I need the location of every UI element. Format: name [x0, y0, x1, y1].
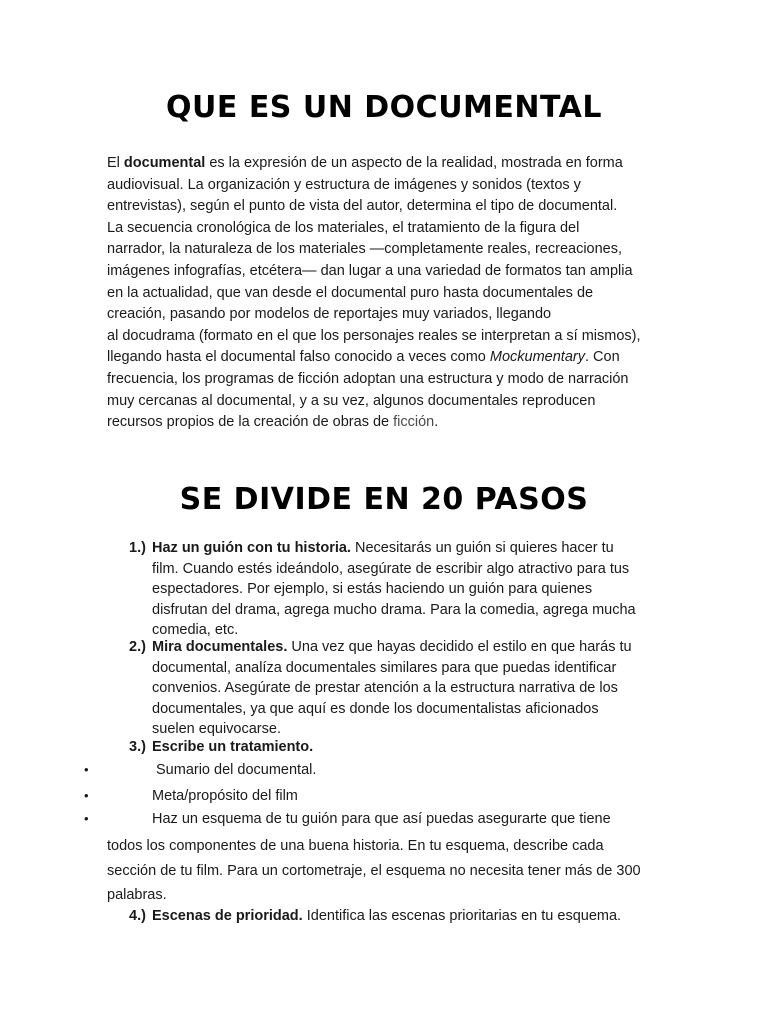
intro-line: imágenes infografías, etcétera— dan lugar a una variedad de formatos tan amplia — [107, 262, 633, 279]
bullet-icon: • — [84, 811, 89, 826]
step-text-line: documental, analíza documentales similares para que puedas identificar — [152, 659, 617, 676]
bullet-text-line: palabras. — [107, 887, 167, 903]
intro-line: frecuencia, los programas de ficción adoptan una estructura y modo de narración — [107, 370, 629, 387]
step-item — [129, 906, 621, 927]
intro-text: . — [434, 414, 439, 431]
ficcion-link[interactable]: ficción — [393, 414, 435, 431]
step-number: 2.) — [129, 639, 146, 655]
intro-line: La secuencia cronológica de los materiales, el tratamiento de la figura del — [107, 219, 580, 236]
step-heading: Haz un guión con tu historia. — [152, 540, 351, 556]
intro-bold-term: documental — [123, 155, 206, 171]
step-text-line: suelen equivocarse. — [152, 721, 281, 737]
intro-text: es la expresión de un aspecto de la realidad, mostrada en forma — [205, 155, 623, 171]
bullet-text-line: todos los componentes de una buena historia. En tu esquema, describe cada — [107, 838, 604, 854]
step-item — [129, 737, 313, 758]
intro-text: recursos propios de la creación de obras de — [107, 414, 394, 431]
step-text-line: convenios. Asegúrate de prestar atención a la estructura narrativa de los — [152, 680, 618, 696]
intro-line: al docudrama (formato en el que los personajes reales se interpretan a sí mismos), — [107, 327, 641, 344]
intro-line — [107, 153, 677, 175]
intro-line: entrevistas), según el punto de vista del autor, determina el tipo de documental. — [107, 198, 618, 215]
step-heading: Mira documentales. — [152, 639, 288, 655]
step-text-line: film. Cuando estés ideándolo, asegúrate de escribir algo atractivo para tus — [152, 560, 630, 577]
bullet-text: Sumario del documental. — [156, 762, 317, 778]
intro-text: El — [107, 155, 124, 171]
intro-line: muy cercanas al documental, y a su vez, algunos documentales reproducen — [107, 392, 596, 409]
intro-line: audiovisual. La organización y estructura de imágenes y sonidos (textos y — [107, 176, 581, 193]
intro-line: en la actualidad, que van desde el documental puro hasta documentales de — [107, 284, 594, 301]
intro-line — [107, 412, 677, 434]
bullet-text: Meta/propósito del film — [152, 788, 298, 804]
step-text-line: disfrutan del drama, agrega mucho drama. Para la comedia, agrega mucha — [152, 601, 636, 618]
step-text-line: espectadores. Por ejemplo, si estás haciendo un guión para quienes — [152, 581, 593, 597]
intro-italic-term: Mockumentary — [489, 349, 585, 366]
bullet-text-line: sección de tu film. Para un cortometraje, el esquema no necesita tener más de 300 — [107, 862, 641, 879]
bullet-text: Haz un esquema de tu guión para que así puedas asegurarte que tiene — [152, 811, 611, 827]
intro-text: llegando hasta el documental falso conocido a veces como — [107, 349, 490, 366]
bullet-item — [84, 760, 316, 780]
intro-line: narrador, la naturaleza de los materiales —completamente reales, recreaciones, — [107, 241, 623, 258]
step-item — [129, 637, 632, 740]
step-text: Una vez que hayas decidido el estilo en que harás tu — [287, 639, 632, 655]
step-text: Necesitarás un guión si quieres hacer tu — [350, 540, 614, 556]
step-heading: Escenas de prioridad. — [152, 908, 303, 924]
step-text-line: comedia, etc. — [152, 622, 239, 638]
step-heading: Escribe un tratamiento. — [152, 739, 314, 755]
step-text: Identifica las escenas prioritarias en tu esquema. — [302, 908, 622, 924]
bullet-item — [84, 786, 298, 806]
intro-text: . Con — [584, 349, 620, 366]
steps-title: SE DIVIDE EN 20 PASOS — [179, 482, 589, 517]
bullet-item — [84, 809, 611, 829]
main-title: QUE ES UN DOCUMENTAL — [166, 90, 602, 125]
step-text-line: documentales, ya que aquí es donde los documentalistas aficionados — [152, 700, 599, 717]
step-number: 4.) — [129, 908, 146, 924]
step-item — [129, 538, 636, 641]
step-number: 1.) — [129, 540, 146, 556]
bullet-icon: • — [84, 762, 89, 777]
intro-paragraph — [107, 153, 677, 434]
intro-line — [107, 347, 677, 369]
bullet-icon: • — [84, 788, 89, 803]
bullet-continuation — [107, 834, 641, 908]
intro-line: creación, pasando por modelos de reportajes muy variados, llegando — [107, 306, 552, 323]
step-number: 3.) — [129, 739, 146, 755]
